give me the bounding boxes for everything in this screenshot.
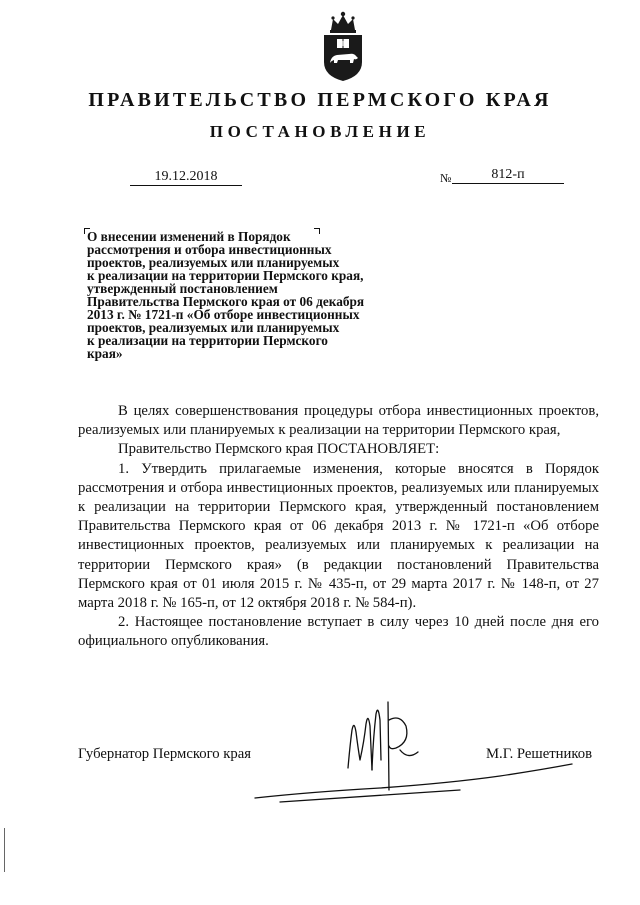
signatory-name: М.Г. Решетников (486, 746, 593, 762)
government-title: ПРАВИТЕЛЬСТВО ПЕРМСКОГО КРАЯ (88, 89, 552, 111)
signatory-role: Губернатор Пермского края (78, 746, 252, 762)
document-body (78, 402, 599, 652)
item-1-paragraph: 1. Утвердить прилагаемые изменения, которые вносятся в Порядок рассмотрения и отбора инвестиционных проектов, реализуемых или планируемых к реализации на территории Пермского края, утвержденный постановлением Правительства Пермского края от 06 декабря 2013 г. № 1721-п «Об отборе инвестиционных проектов, реализуемых или планируемых к реализации на территории Пермского края» (в редакции постановлений Правительства Пермского края от 01 июля 2015 г. № 435-п, от 29 марта 2017 г. № 148-п, от 27 марта 2018 г. № 165-п, от 12 октября 2018 г. № 584-п). (78, 460, 599, 612)
number-sign: № (440, 171, 452, 185)
preamble-paragraph: В целях совершенствования процедуры отбора инвестиционных проектов, реализуемых или планируемых к реализации на территории Пермского края, (78, 403, 599, 439)
scan-margin-mark (4, 828, 5, 872)
document-number: 812-п (452, 166, 564, 184)
document-type-title: ПОСТАНОВЛЕНИЕ (209, 122, 431, 141)
subject-line: края» (87, 346, 123, 361)
coat-of-arms-emblem (321, 10, 365, 82)
subject-line: Правительства Пермского края от 06 декабря (87, 294, 365, 309)
subject-line: проектов, реализуемых или планируемых (87, 320, 340, 335)
document-subject (87, 230, 417, 360)
subject-line: к реализации на территории Пермского края, (87, 268, 364, 283)
subject-line: рассмотрения и отбора инвестиционных (87, 242, 332, 257)
subject-line: проектов, реализуемых или планируемых (87, 255, 340, 270)
resolves-paragraph: Правительство Пермского края ПОСТАНОВЛЯЕТ: (118, 441, 440, 458)
item-2-paragraph: 2. Настоящее постановление вступает в силу через 10 дней после дня его официального опубликования. (78, 614, 599, 650)
subject-line: 2013 г. № 1721-п «Об отборе инвестиционных (87, 307, 360, 322)
subject-line: к реализации на территории Пермского (87, 333, 328, 348)
subject-line: утвержденный постановлением (87, 281, 278, 296)
subject-line: О внесении изменений в Порядок (87, 229, 291, 244)
document-date: 19.12.2018 (130, 168, 242, 186)
